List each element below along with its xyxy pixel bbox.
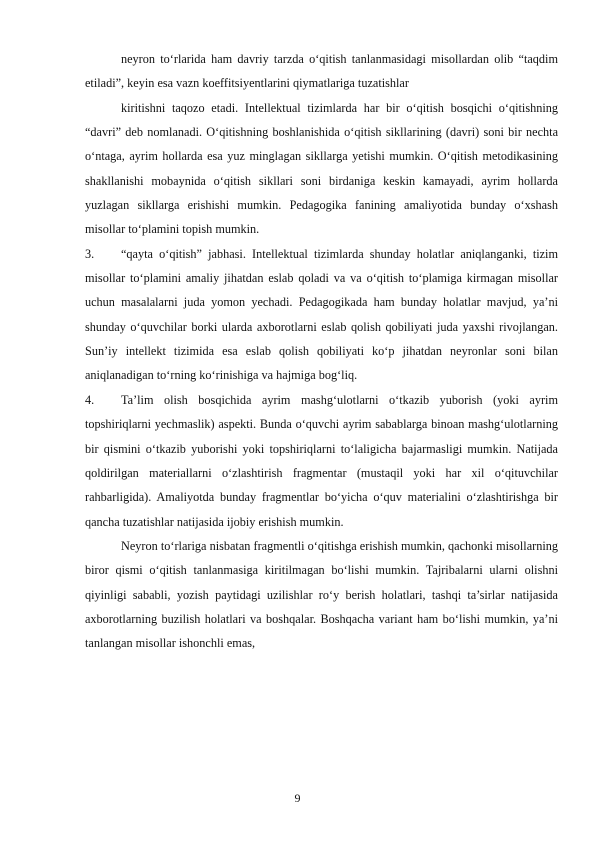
item-text: “qayta o‘qitish” jabhasi. Intellektual tizimlarda shunday holatlar aniqlanganki, tizim misollar to‘plamini amaliy jihatdan eslab qoladi va va o‘qitish to‘plamiga kirmagan misollar uchun masalalarni juda yomon yechadi. Pedagogikada ham bunday holatlar mavjud, ya’ni shunday o‘quvchilar borki ularda axborotlarni eslab qolish qobiliyati juda yaxshi rivojlangan. Sun’iy intellekt tizimida esa eslab qolish qobiliyati ko‘p jihatdan neyronlar soni bilan aniqlanadigan to‘rning ko‘rinishiga va hajmiga bog‘liq.: [85, 246, 558, 383]
numbered-item-4: [85, 388, 558, 534]
page-number: 9: [294, 791, 301, 805]
numbered-item-3: [85, 242, 558, 388]
paragraph-continuation: neyron to‘rlarida ham davriy tarzda o‘qitish tanlanmasidagi misollardan olib “taqdim etiladi”, keyin esa vazn koeffitsiyentlarini qiymatlariga tuzatishlar: [85, 52, 558, 91]
item-number: 4.: [85, 392, 95, 407]
document-body: [85, 47, 558, 656]
item-text: Ta’lim olish bosqichida ayrim mashg‘ulotlarni o‘tkazib yuborish (yoki ayrim topshiriqlarni yechmaslik) aspekti. Bunda o‘quvchi ayrim sabablarga binoan mashg‘ulotlarning bir qismini o‘tkazib yuborishi yoki topshiriqlarni to‘laligicha bajarmasligi mumkin. Natijada qoldirilgan materiallarni o‘zlashtirish fragmentar (mustaqil yoki har xil o‘qituvchilar rahbarligida). Amaliyotda bunday fragmentlar bo‘yicha o‘quv materialini o‘zlashtirishga bir qancha tuzatishlar natijasida ijobiy erishish mumkin.: [85, 392, 558, 529]
item-number: 3.: [85, 246, 95, 261]
paragraph-training-cycles: kiritishni taqozo etadi. Intellektual tizimlarda har bir o‘qitish bosqichi o‘qitishning “davri” deb nomlanadi. O‘qitishning boshlanishida o‘qitish sikllarining (davri) soni bir nechta o‘ntaga, ayrim hollarda esa yuz minglagan sikllarga yetishi mumkin. O‘qitish metodikasining shakllanishi mobaynida o‘qitish sikllari soni birdaniga keskin kamayadi, ayrim hollarda yuzlagan sikllarga erishishi mumkin. Pedagogika fanining amaliyotida bunday o‘xshash misollar to‘plamini topish mumkin.: [85, 100, 558, 237]
paragraph-fragmented-training: Neyron to‘rlariga nisbatan fragmentli o‘qitishga erishish mumkin, qachonki misollarning biror qismi o‘qitish tanlanmasiga kiritilmagan bo‘lishi mumkin. Tajribalarni ularni olishni qiyinligi sababli, yozish paytidagi uzilishlar ro‘y berish holatlari, tashqi ta’sirlar natijasida axborotlarning buzilish holatlari va boshqalar. Boshqacha variant ham bo‘lishi mumkin, ya’ni tanlangan misollar ishonchli emas,: [85, 538, 558, 651]
